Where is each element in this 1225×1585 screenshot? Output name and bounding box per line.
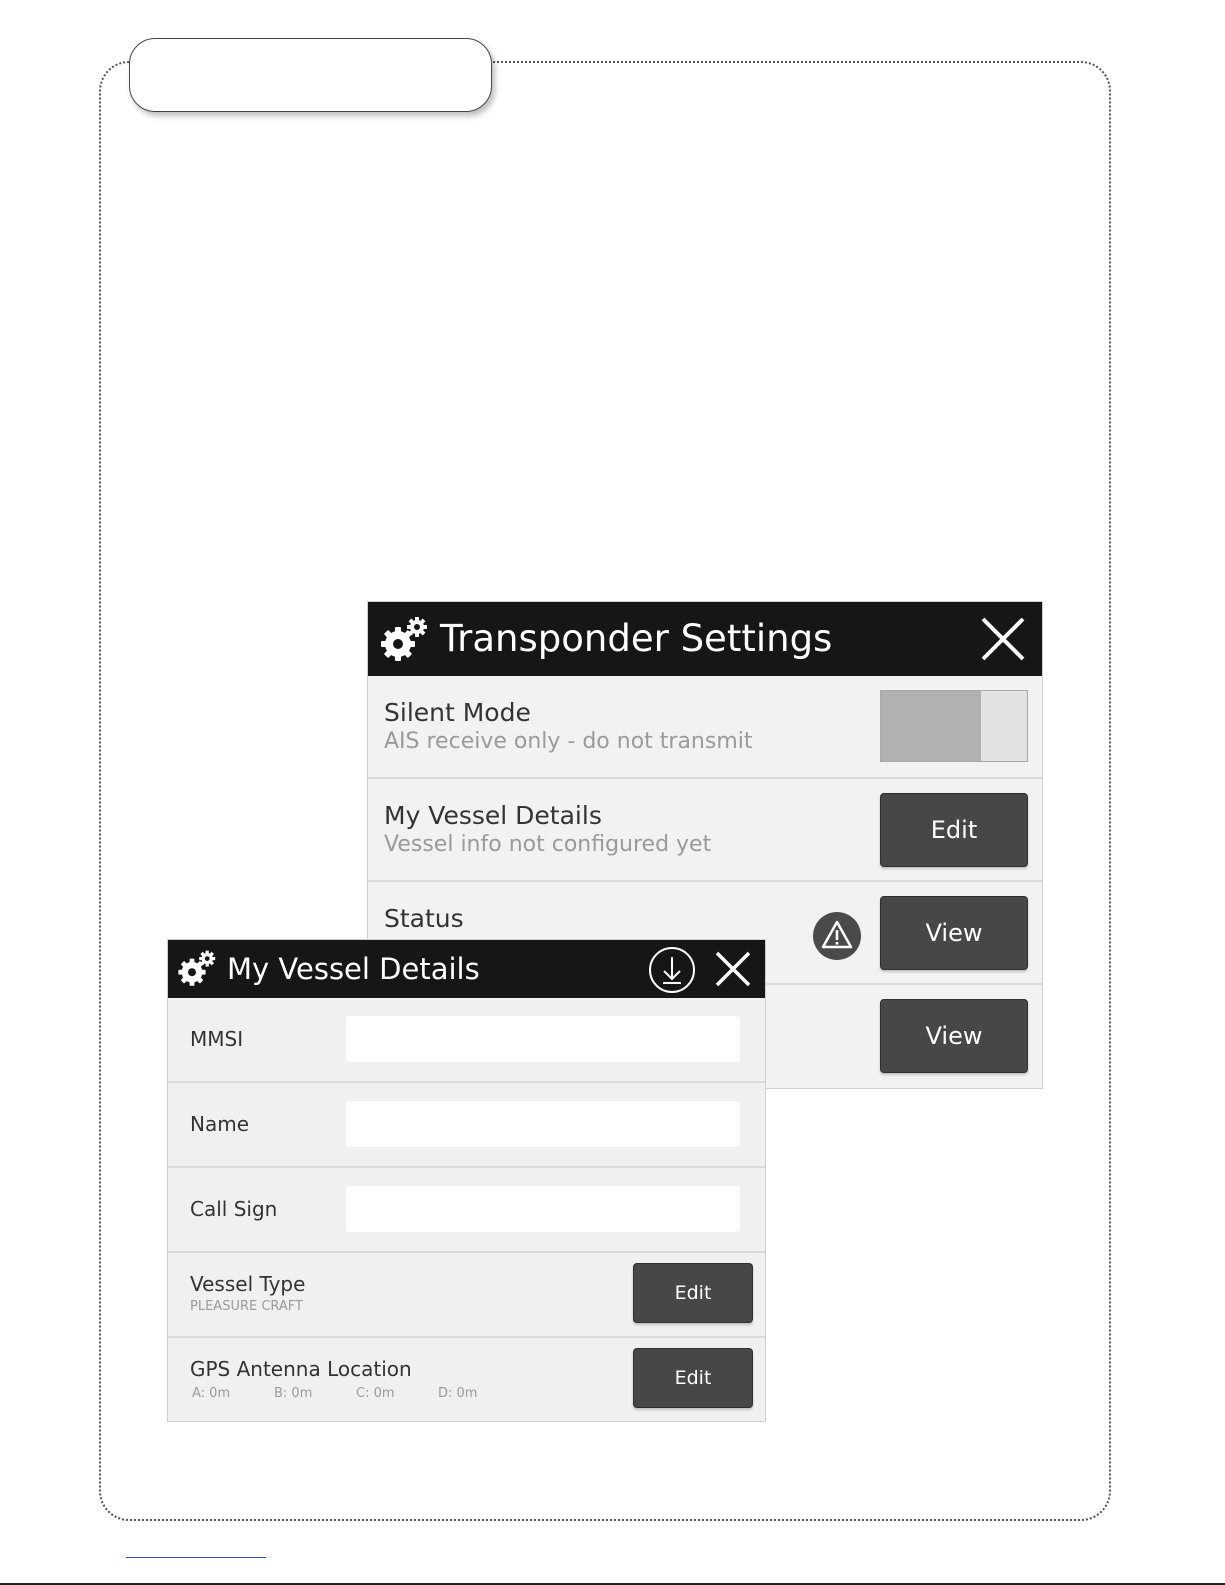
mmsi-input[interactable]: [346, 1016, 740, 1062]
name-input[interactable]: [346, 1101, 740, 1147]
mmsi-label: MMSI: [190, 1027, 244, 1051]
my-vessel-details-row: [368, 779, 1042, 882]
footer-rule: [126, 1557, 266, 1558]
gps-antenna-edit-button[interactable]: Edit: [633, 1348, 753, 1408]
warning-icon: [812, 911, 862, 961]
silent-mode-label: Silent Mode: [384, 698, 531, 727]
silent-mode-toggle[interactable]: [880, 690, 1028, 762]
name-row: [168, 1083, 765, 1168]
vessel-type-label: Vessel Type: [190, 1272, 306, 1296]
close-icon[interactable]: [714, 950, 752, 988]
name-label: Name: [190, 1112, 250, 1136]
gps-a-value: A: 0m: [192, 1386, 231, 1401]
my-vessel-details-header: [168, 940, 765, 998]
gear-icon: [176, 949, 216, 989]
call-sign-row: [168, 1168, 765, 1253]
toggle-knob: [981, 691, 1027, 761]
mmsi-row: [168, 998, 765, 1083]
gps-antenna-label: GPS Antenna Location: [190, 1357, 412, 1381]
gps-antenna-row: [168, 1338, 765, 1423]
gps-c-value: C: 0m: [356, 1386, 395, 1401]
gps-d-value: D: 0m: [438, 1386, 478, 1401]
silent-mode-description: AIS receive only - do not transmit: [384, 729, 753, 754]
fourth-row-view-button[interactable]: View: [880, 999, 1028, 1073]
vessel-type-value: PLEASURE CRAFT: [190, 1299, 304, 1314]
vessel-type-row: [168, 1253, 765, 1338]
section-tab: [129, 38, 492, 112]
my-vessel-edit-button[interactable]: Edit: [880, 793, 1028, 867]
call-sign-input[interactable]: [346, 1186, 740, 1232]
silent-mode-row: [368, 676, 1042, 779]
download-save-icon[interactable]: [648, 946, 696, 994]
gps-b-value: B: 0m: [274, 1386, 313, 1401]
transponder-settings-header: [368, 602, 1042, 676]
status-label: Status: [384, 904, 464, 933]
close-icon[interactable]: [980, 616, 1026, 662]
call-sign-label: Call Sign: [190, 1197, 278, 1221]
status-view-button[interactable]: View: [880, 896, 1028, 970]
my-vessel-details-label: My Vessel Details: [384, 801, 602, 830]
gear-icon: [378, 616, 428, 664]
transponder-settings-title: Transponder Settings: [440, 617, 833, 660]
my-vessel-details-description: Vessel info not configured yet: [384, 832, 712, 857]
vessel-type-edit-button[interactable]: Edit: [633, 1263, 753, 1323]
my-vessel-details-panel: [167, 939, 766, 1422]
my-vessel-details-title: My Vessel Details: [227, 952, 480, 986]
